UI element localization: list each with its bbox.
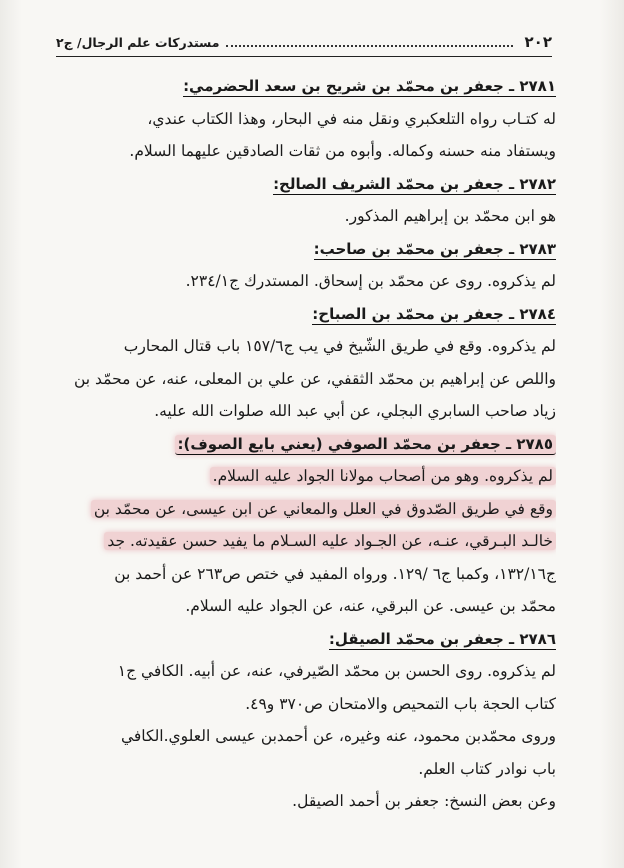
text-line: [44, 493, 556, 526]
entry-heading-2785: [44, 428, 556, 461]
entry-heading-2781: ٢٧٨١ ـ جعفر بن محمّد بن شريح بن سعد الحضرمي:: [183, 77, 556, 95]
text-line: واللص عن إبراهيم بن محمّد الثقفي، عن علي بن المعلى، عنه، عن محمّد بن: [74, 369, 556, 388]
text-line: باب نوادر كتاب العلم.: [418, 759, 556, 778]
text-line: وعن بعض النسخ: جعفر بن أحمد الصيقل.: [292, 792, 556, 810]
entry-heading-2783: ٢٧٨٣ ـ جعفر بن محمّد بن صاحب:: [313, 239, 556, 258]
highlighted-heading: ٢٧٨٥ ـ جعفر بن محمّد الصوفي (يعني بايع الصوف):: [175, 435, 556, 455]
text-line: وروى محمّدبن محمود، عنه وغيره، عن أحمدبن عيسى العلوي.الكافي: [120, 727, 556, 745]
text-line: ويستفاد منه حسنه وكماله. وأبوه من ثقات الصادقين عليهما السلام.: [129, 142, 556, 160]
highlighted-text: وقع في طريق الصّدوق في العلل والمعاني عن ابن عيسى، عن محمّد بن: [91, 500, 556, 518]
header-rule: [56, 56, 552, 57]
text-line: [44, 460, 556, 493]
entry-heading-2782: ٢٧٨٢ ـ جعفر بن محمّد الشريف الصالح:: [273, 174, 556, 193]
page-body: [44, 70, 556, 818]
text-line: هو ابن محمّد بن إبراهيم المذكور.: [344, 207, 556, 225]
highlighted-text: لم يذكروه. وهو من أصحاب مولانا الجواد عليه السلام.: [210, 467, 556, 485]
page-number: ٢٠٢: [524, 33, 552, 51]
header-dot-leader: [226, 45, 513, 47]
text-line: محمّد بن عيسى. عن البرقي، عنه، عن الجواد عليه السلام.: [185, 597, 556, 615]
text-line: ج١٣٢/١٦، وكمبا ج٦ /١٢٩. ورواه المفيد في ختص ص٢٦٣ عن أحمد بن: [114, 564, 556, 583]
text-line: لم يذكروه. روى الحسن بن محمّد الصّيرفي، عنه، عن أبيه. الكافي ج١: [117, 662, 556, 680]
highlighted-text: خالـد البـرقي، عنـه، عن الجـواد عليه السـلام ما يفيد حسن عقيدته. جد: [104, 532, 556, 550]
text-line: [44, 525, 556, 558]
page-header: [56, 33, 552, 51]
text-line: زياد صاحب السابري البجلي، عن أبي عبد الله صلوات الله عليه.: [154, 402, 556, 420]
entry-heading-2786: ٢٧٨٦ ـ جعفر بن محمّد الصيقل:: [328, 629, 556, 648]
running-title: مستدركات علم الرجال/ ج٢: [56, 35, 220, 50]
text-line: لم يذكروه. وقع في طريق الشّيخ في يب ج١٥٧/٦ باب قتال المحارب: [123, 337, 556, 355]
text-line: له كتـاب رواه التلعكبري ونقل منه في البحار، وهذا الكتاب عندي،: [147, 109, 556, 128]
text-line: كتاب الحجة باب التمحيص والامتحان ص٣٧٠ و٤٩.: [245, 694, 556, 713]
entry-heading-2784: ٢٧٨٤ ـ جعفر بن محمّد بن الصباح:: [312, 304, 556, 323]
text-line: لم يذكروه. روى عن محمّد بن إسحاق. المستدرك ج٢٣٤/١.: [185, 272, 556, 290]
